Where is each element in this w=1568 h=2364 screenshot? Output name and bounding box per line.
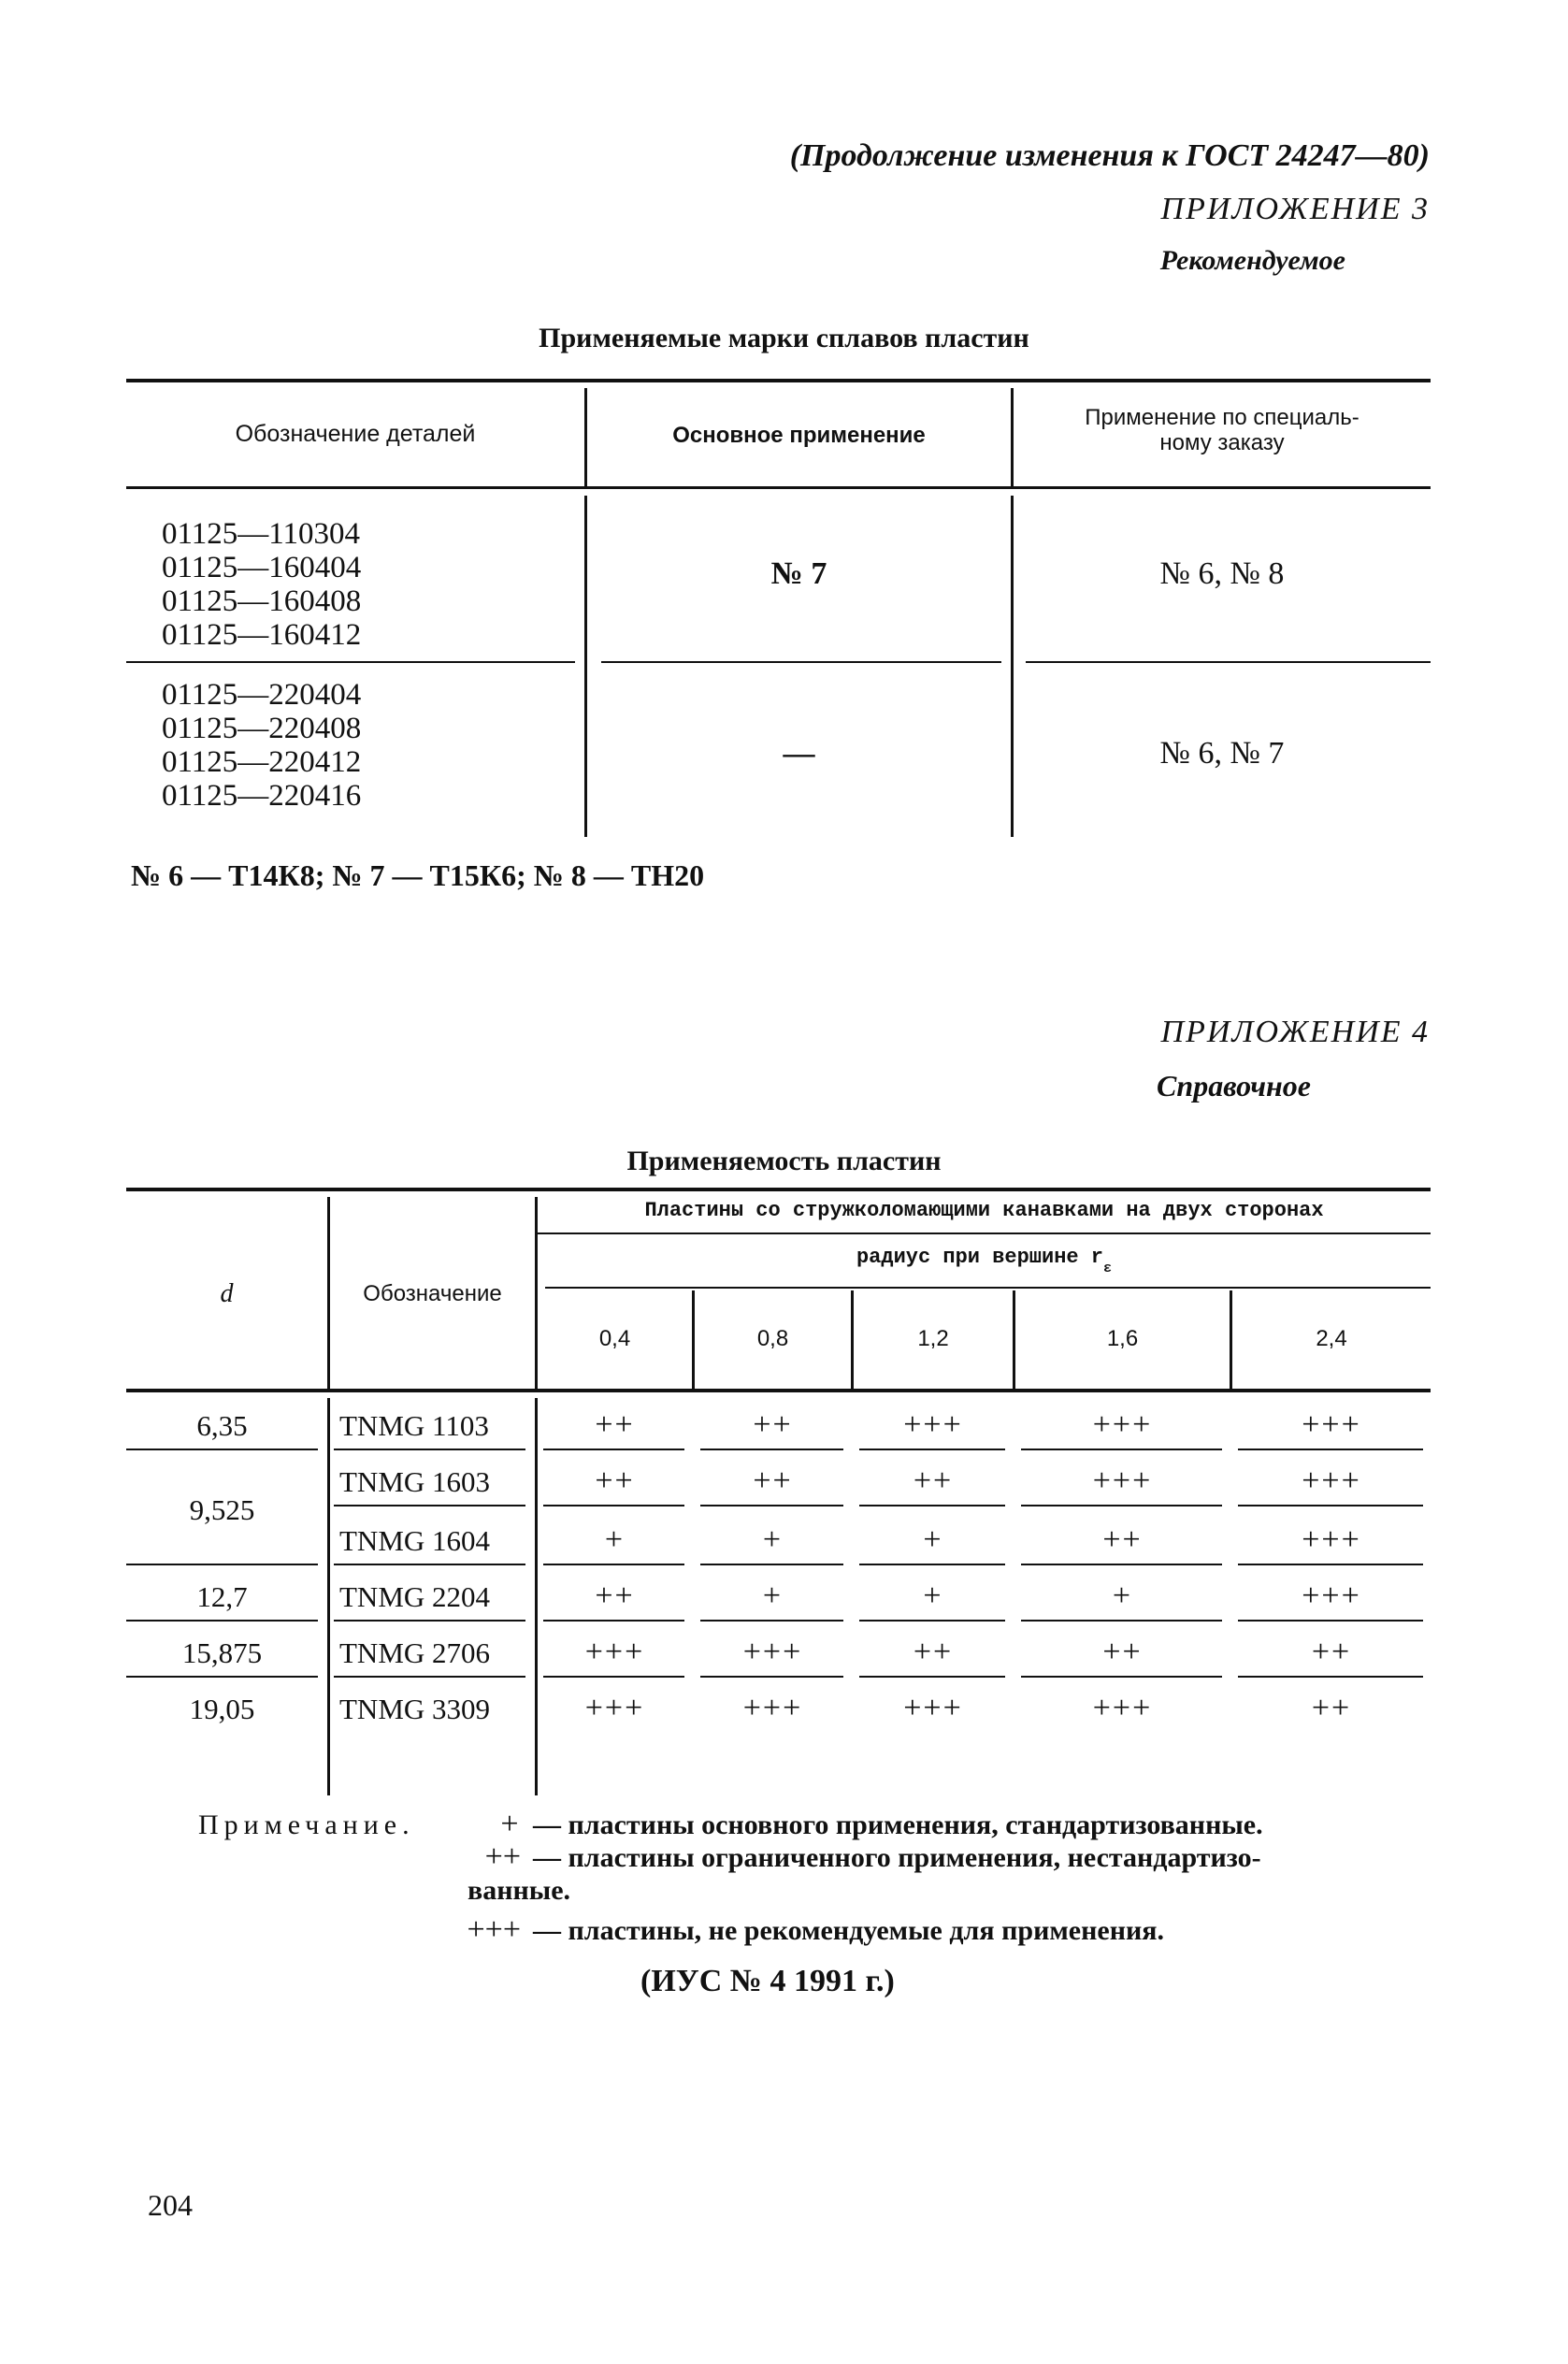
designation-cell: TNMG 2706 xyxy=(339,1636,491,1669)
row-rule xyxy=(334,1676,525,1678)
row-rule xyxy=(1238,1505,1423,1506)
table1-title: Применяемые марки сплавов пластин xyxy=(539,323,1029,353)
applicability-cell: +++ xyxy=(1302,1407,1361,1442)
note-source: (ИУС № 4 1991 г.) xyxy=(640,1964,895,1998)
row-rule xyxy=(700,1564,843,1565)
table1-special-group-2: № 6, № 7 xyxy=(1159,736,1285,771)
row-rule xyxy=(543,1564,684,1565)
applicability-cell: ++ xyxy=(595,1463,635,1498)
row-rule xyxy=(543,1449,684,1450)
table1-header-parts: Обозначение деталей xyxy=(235,421,476,447)
table1-main-group-2: — xyxy=(783,736,815,771)
applicability-cell: + xyxy=(923,1522,943,1557)
table2-head-radius-text: радиус при вершине r xyxy=(856,1246,1104,1269)
row-rule xyxy=(1021,1676,1222,1678)
row-rule xyxy=(1021,1620,1222,1622)
row-rule xyxy=(1238,1676,1423,1678)
table1-footnote: № 6 — Т14К8; № 7 — Т15К6; № 8 — ТН20 xyxy=(131,858,705,892)
row-rule xyxy=(334,1564,525,1565)
appendix4-title: ПРИЛОЖЕНИЕ 4 xyxy=(1160,1015,1430,1049)
diameter-cell: 19,05 xyxy=(189,1693,255,1725)
table2-subheader-rule xyxy=(545,1287,1431,1289)
row-rule xyxy=(700,1676,843,1678)
table1-parts-group-2 xyxy=(162,678,361,813)
radius-header: 1,6 xyxy=(1106,1326,1139,1351)
applicability-cell: ++ xyxy=(913,1463,954,1498)
table1-divider xyxy=(1011,496,1014,837)
row-rule xyxy=(1238,1564,1423,1565)
part-number: 01125—160412 xyxy=(162,618,362,652)
table1-header-rule xyxy=(126,486,1431,489)
designation-cell: TNMG 3309 xyxy=(339,1693,491,1725)
table1-header-main: Основное применение xyxy=(672,423,926,448)
row-rule xyxy=(1238,1620,1423,1622)
appendix4-type: Справочное xyxy=(1157,1069,1311,1103)
row-rule xyxy=(543,1620,684,1622)
table1-header-special: Применение по специаль- ному заказу xyxy=(1085,405,1359,455)
note-plus-3: +++ xyxy=(467,1912,521,1947)
table1-special-group-1: № 6, № 8 xyxy=(1159,556,1285,591)
appendix3-title: ПРИЛОЖЕНИЕ 3 xyxy=(1160,192,1430,226)
table1-main-group-1: № 7 xyxy=(770,556,827,591)
row-rule xyxy=(543,1676,684,1678)
row-rule xyxy=(859,1564,1005,1565)
applicability-cell: + xyxy=(1112,1578,1133,1613)
applicability-cell: ++ xyxy=(595,1407,635,1442)
row-rule xyxy=(126,1676,318,1678)
row-rule xyxy=(1021,1564,1222,1565)
table2-head-designation: Обозначение xyxy=(363,1281,502,1306)
applicability-cell: +++ xyxy=(1302,1578,1361,1613)
table2-title: Применяемость пластин xyxy=(626,1146,942,1176)
table2-head-d: d xyxy=(220,1279,234,1308)
table2-top-rule xyxy=(126,1188,1431,1191)
table2-divider xyxy=(327,1398,330,1795)
row-rule xyxy=(700,1620,843,1622)
designation-cell: TNMG 1604 xyxy=(339,1524,491,1557)
part-number: 01125—110304 xyxy=(162,517,361,551)
diameter-cell: 9,525 xyxy=(189,1493,255,1526)
part-number: 01125—160408 xyxy=(162,584,362,618)
applicability-cell: +++ xyxy=(1302,1522,1361,1557)
applicability-cell: ++ xyxy=(1311,1635,1352,1669)
row-rule xyxy=(334,1449,525,1450)
note-label: Примечание. xyxy=(198,1809,415,1840)
part-number: 01125—220412 xyxy=(162,745,362,779)
alloy-table xyxy=(126,379,1431,837)
applicability-cell: ++ xyxy=(1102,1522,1143,1557)
applicability-cell: ++ xyxy=(753,1463,793,1498)
applicability-cell: +++ xyxy=(742,1691,803,1725)
part-number: 01125—220404 xyxy=(162,678,362,712)
row-rule xyxy=(859,1449,1005,1450)
table1-group-rule xyxy=(126,661,575,663)
applicability-cell: + xyxy=(604,1522,626,1557)
applicability-cell: + xyxy=(923,1578,943,1613)
table1-divider xyxy=(584,496,587,837)
row-rule xyxy=(1021,1505,1222,1506)
applicability-cell: +++ xyxy=(903,1407,963,1442)
applicability-cell: +++ xyxy=(584,1691,645,1725)
applicability-table xyxy=(126,1188,1431,1795)
table1-top-rule xyxy=(126,379,1431,382)
table2-header-rule xyxy=(126,1389,1431,1392)
row-rule xyxy=(334,1620,525,1622)
table1-group-rule xyxy=(601,661,1001,663)
table2-subheader-rule xyxy=(538,1232,1431,1234)
applicability-cell: +++ xyxy=(1302,1463,1361,1498)
diameter-cell: 6,35 xyxy=(196,1409,248,1442)
radius-header: 1,2 xyxy=(917,1326,949,1351)
designation-cell: TNMG 1603 xyxy=(339,1465,491,1498)
part-number: 01125—160404 xyxy=(162,551,362,584)
part-number: 01125—220416 xyxy=(162,779,362,813)
row-rule xyxy=(859,1676,1005,1678)
applicability-cell: ++ xyxy=(1102,1635,1143,1669)
table1-group-rule xyxy=(1026,661,1431,663)
note-line-2: — пластины ограниченного применения, нестандартизо- xyxy=(533,1842,1261,1873)
row-rule xyxy=(126,1620,318,1622)
applicability-cell: +++ xyxy=(1092,1407,1153,1442)
applicability-cell: ++ xyxy=(595,1578,635,1613)
note-plus-1: + xyxy=(500,1807,519,1841)
page-number: 204 xyxy=(148,2188,193,2222)
part-number: 01125—220408 xyxy=(162,712,362,745)
applicability-cell: +++ xyxy=(742,1635,803,1669)
row-rule xyxy=(126,1449,318,1450)
note-plus-2: ++ xyxy=(484,1839,521,1874)
row-rule xyxy=(334,1505,525,1506)
note-line-2-cont: ванные. xyxy=(468,1875,571,1906)
diameter-cell: 12,7 xyxy=(196,1580,248,1613)
applicability-cell: + xyxy=(762,1522,784,1557)
designation-cell: TNMG 2204 xyxy=(339,1580,491,1613)
diameter-cell: 15,875 xyxy=(181,1636,263,1669)
applicability-cell: ++ xyxy=(753,1407,793,1442)
row-rule xyxy=(543,1505,684,1506)
table2-head-group: Пластины со стружколомающими канавками на двух сторонах xyxy=(644,1199,1324,1222)
row-rule xyxy=(1021,1449,1222,1450)
row-rule xyxy=(1238,1449,1423,1450)
appendix3-type: Рекомендуемое xyxy=(1159,245,1345,276)
note-line-3: — пластины, не рекомендуемые для применения. xyxy=(533,1915,1164,1946)
applicability-cell: +++ xyxy=(1092,1463,1153,1498)
applicability-cell: ++ xyxy=(1311,1691,1352,1725)
radius-header: 2,4 xyxy=(1316,1326,1347,1351)
designation-cell: TNMG 1103 xyxy=(339,1409,489,1442)
applicability-cell: +++ xyxy=(584,1635,645,1669)
applicability-cell: +++ xyxy=(1092,1691,1153,1725)
row-rule xyxy=(126,1564,318,1565)
continuation-header: (Продолжение изменения к ГОСТ 24247—80) xyxy=(789,138,1430,173)
row-rule xyxy=(859,1505,1005,1506)
applicability-cell: +++ xyxy=(903,1691,963,1725)
note-line-1: — пластины основного применения, стандартизованные. xyxy=(533,1809,1263,1840)
table2-head-radius xyxy=(538,1246,1431,1276)
table1-parts-group-1 xyxy=(162,517,361,652)
row-rule xyxy=(700,1505,843,1506)
radius-header: 0,4 xyxy=(598,1326,631,1351)
row-rule xyxy=(859,1620,1005,1622)
table2-head-radius-sub: ε xyxy=(1103,1261,1113,1276)
applicability-cell: + xyxy=(762,1578,784,1613)
table2-divider xyxy=(535,1197,538,1389)
radius-header: 0,8 xyxy=(756,1326,789,1351)
applicability-cell: ++ xyxy=(913,1635,954,1669)
row-rule xyxy=(700,1449,843,1450)
